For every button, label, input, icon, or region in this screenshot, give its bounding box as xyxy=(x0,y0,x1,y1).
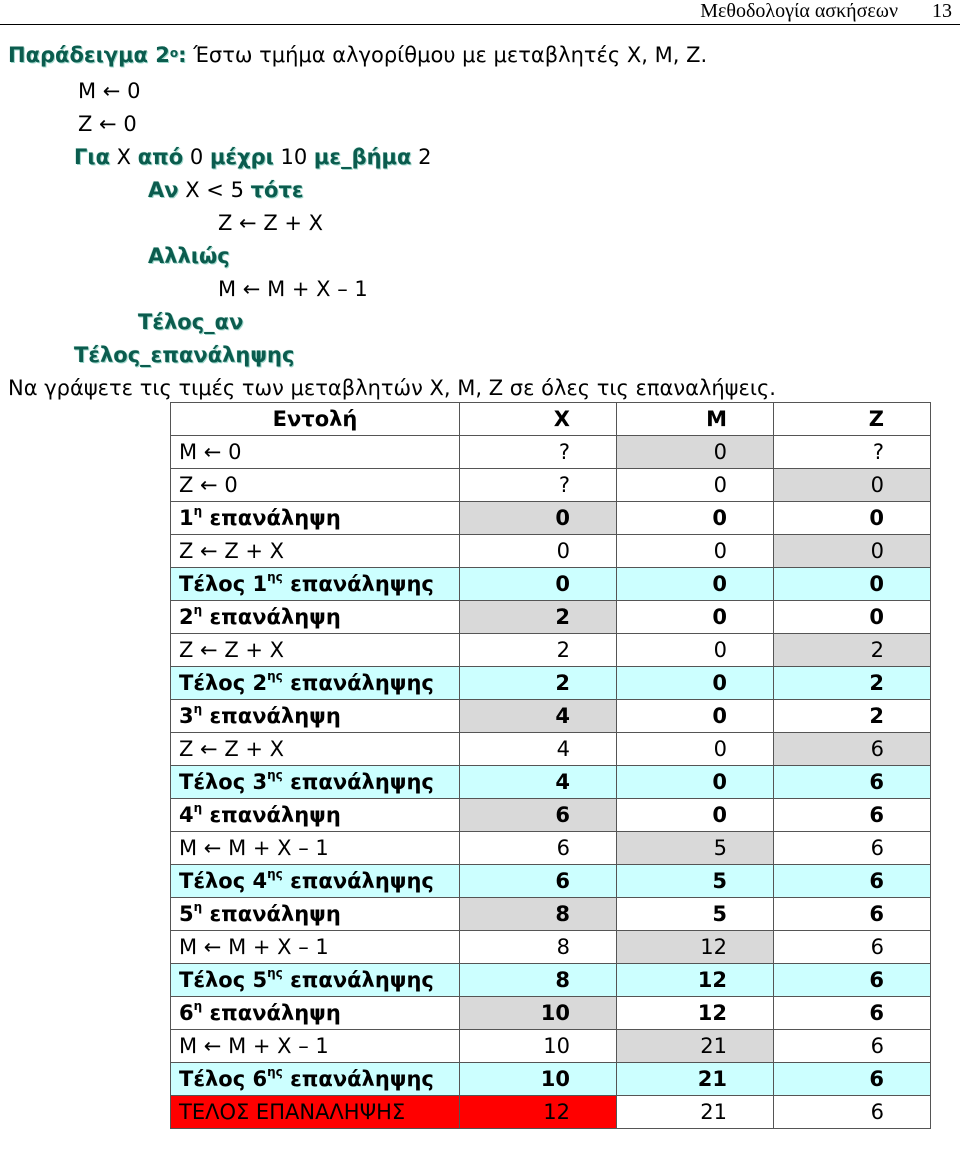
table-row xyxy=(171,469,931,502)
table-row xyxy=(171,898,931,931)
table-row xyxy=(171,502,931,535)
cell-command: $2^\eta$ επανάληψη xyxy=(171,601,460,634)
trace-table xyxy=(170,402,931,1129)
table-row xyxy=(171,997,931,1030)
cell-x: 4 xyxy=(460,733,617,766)
cell-command: $4^\eta$ επανάληψη xyxy=(171,799,460,832)
table-row xyxy=(171,436,931,469)
cell-command: Τέλος $2^{\eta\varsigma}$ επανάληψης xyxy=(171,667,460,700)
cell-command: $5^\eta$ επανάληψη xyxy=(171,898,460,931)
table-row xyxy=(171,601,931,634)
cell-z: 6 xyxy=(774,1030,931,1063)
table-row xyxy=(171,766,931,799)
code-line-endif: Τέλος_αν xyxy=(138,310,244,334)
cell-x: 2 xyxy=(460,667,617,700)
table-row xyxy=(171,1096,931,1129)
cell-m: 5 xyxy=(617,832,774,865)
cell-m: 0 xyxy=(617,601,774,634)
cell-command: $1^\eta$ επανάληψη xyxy=(171,502,460,535)
cell-z: 6 xyxy=(774,898,931,931)
cell-m: 0 xyxy=(617,535,774,568)
cell-z: 6 xyxy=(774,799,931,832)
cell-z: 6 xyxy=(774,964,931,997)
cell-z: 0 xyxy=(774,535,931,568)
cell-z: 2 xyxy=(774,667,931,700)
cell-x: 0 xyxy=(460,535,617,568)
cell-m: 0 xyxy=(617,766,774,799)
table-row xyxy=(171,568,931,601)
code-line-else: Αλλιώς xyxy=(148,244,230,268)
table-row xyxy=(171,931,931,964)
cell-z: 6 xyxy=(774,931,931,964)
cell-m: 21 xyxy=(617,1063,774,1096)
cell-m: 0 xyxy=(617,469,774,502)
cell-x: 12 xyxy=(460,1096,617,1129)
cell-m: 0 xyxy=(617,667,774,700)
table-row xyxy=(171,865,931,898)
cell-z: 2 xyxy=(774,634,931,667)
cell-x: 0 xyxy=(460,568,617,601)
cell-m: 21 xyxy=(617,1096,774,1129)
table-row xyxy=(171,700,931,733)
header-title: Μεθοδολογία ασκήσεων xyxy=(700,0,898,22)
page-number: 13 xyxy=(932,0,952,22)
cell-z: 0 xyxy=(774,568,931,601)
cell-command: Ζ ← 0 xyxy=(171,469,460,502)
cell-x: 8 xyxy=(460,931,617,964)
cell-m: 5 xyxy=(617,898,774,931)
table-row xyxy=(171,634,931,667)
cell-x: 10 xyxy=(460,1030,617,1063)
cell-z: 0 xyxy=(774,502,931,535)
cell-m: 0 xyxy=(617,502,774,535)
table-row xyxy=(171,667,931,700)
cell-x: 8 xyxy=(460,898,617,931)
example-label: Παράδειγμα $2^o$: xyxy=(8,43,187,67)
cell-m: 12 xyxy=(617,997,774,1030)
cell-command: Μ ← Μ + Χ – 1 xyxy=(171,931,460,964)
cell-command: Τέλος $3^{\eta\varsigma}$ επανάληψης xyxy=(171,766,460,799)
cell-m: 0 xyxy=(617,799,774,832)
cell-x: 0 xyxy=(460,502,617,535)
cell-command: $6^\eta$ επανάληψη xyxy=(171,997,460,1030)
cell-x: ? xyxy=(460,436,617,469)
cell-x: 6 xyxy=(460,799,617,832)
header-command: Εντολή xyxy=(171,403,460,436)
header-x: Χ xyxy=(460,403,617,436)
table-row xyxy=(171,964,931,997)
page-header xyxy=(0,0,960,25)
cell-m: 0 xyxy=(617,634,774,667)
cell-z: 6 xyxy=(774,997,931,1030)
code-line-7: Μ ← Μ + Χ – 1 xyxy=(218,277,368,301)
table-header-row xyxy=(171,403,931,436)
cell-x: 4 xyxy=(460,766,617,799)
cell-z: 6 xyxy=(774,733,931,766)
cell-command: Τέλος $1^{\eta\varsigma}$ επανάληψης xyxy=(171,568,460,601)
cell-z: 0 xyxy=(774,469,931,502)
cell-x: 2 xyxy=(460,634,617,667)
header-z: Ζ xyxy=(774,403,931,436)
cell-m: 5 xyxy=(617,865,774,898)
intro-line xyxy=(8,42,707,68)
cell-command: Τέλος $4^{\eta\varsigma}$ επανάληψης xyxy=(171,865,460,898)
cell-m: 0 xyxy=(617,733,774,766)
cell-command: Μ ← 0 xyxy=(171,436,460,469)
cell-command: Μ ← Μ + Χ – 1 xyxy=(171,832,460,865)
question-text: Να γράψετε τις τιμές των μεταβλητών Χ, Μ, Ζ σε όλες τις επαναλήψεις. xyxy=(8,376,776,400)
cell-z: 6 xyxy=(774,766,931,799)
cell-x: 8 xyxy=(460,964,617,997)
cell-x: 10 xyxy=(460,997,617,1030)
cell-command: Τέλος $6^{\eta\varsigma}$ επανάληψης xyxy=(171,1063,460,1096)
cell-x: 6 xyxy=(460,865,617,898)
cell-z: 6 xyxy=(774,865,931,898)
cell-m: 0 xyxy=(617,568,774,601)
table-row xyxy=(171,799,931,832)
cell-x: 6 xyxy=(460,832,617,865)
code-line-for: Για Χ από 0 μέχρι 10 με_βήμα 2 xyxy=(74,145,432,169)
cell-command: Τέλος $5^{\eta\varsigma}$ επανάληψης xyxy=(171,964,460,997)
cell-command: ΤΕΛΟΣ ΕΠΑΝΑΛΗΨΗΣ xyxy=(171,1096,460,1129)
cell-z: 0 xyxy=(774,601,931,634)
table-row xyxy=(171,832,931,865)
table-row xyxy=(171,1030,931,1063)
table-row xyxy=(171,535,931,568)
cell-command: Μ ← Μ + Χ – 1 xyxy=(171,1030,460,1063)
cell-x: 2 xyxy=(460,601,617,634)
code-line-2: Ζ ← 0 xyxy=(78,112,137,136)
cell-z: 6 xyxy=(774,1063,931,1096)
code-line-1: Μ ← 0 xyxy=(78,79,141,103)
cell-command: Ζ ← Ζ + Χ xyxy=(171,535,460,568)
cell-m: 12 xyxy=(617,931,774,964)
cell-z: 6 xyxy=(774,832,931,865)
cell-m: 0 xyxy=(617,436,774,469)
code-line-5: Ζ ← Ζ + Χ xyxy=(218,211,324,235)
cell-m: 21 xyxy=(617,1030,774,1063)
code-line-if: Αν Χ < 5 τότε xyxy=(148,178,304,202)
cell-x: 10 xyxy=(460,1063,617,1096)
cell-m: 0 xyxy=(617,700,774,733)
table-row xyxy=(171,1063,931,1096)
header-m: Μ xyxy=(617,403,774,436)
code-line-endloop: Τέλος_επανάληψης xyxy=(74,343,295,367)
cell-z: ? xyxy=(774,436,931,469)
cell-z: 2 xyxy=(774,700,931,733)
cell-x: 4 xyxy=(460,700,617,733)
cell-command: Ζ ← Ζ + Χ xyxy=(171,733,460,766)
cell-command: $3^\eta$ επανάληψη xyxy=(171,700,460,733)
cell-m: 12 xyxy=(617,964,774,997)
table-row xyxy=(171,733,931,766)
cell-command: Ζ ← Ζ + Χ xyxy=(171,634,460,667)
cell-z: 6 xyxy=(774,1096,931,1129)
intro-text: Έστω τμήμα αλγορίθμου με μεταβλητές Χ, Μ, Ζ. xyxy=(193,43,708,67)
cell-x: ? xyxy=(460,469,617,502)
